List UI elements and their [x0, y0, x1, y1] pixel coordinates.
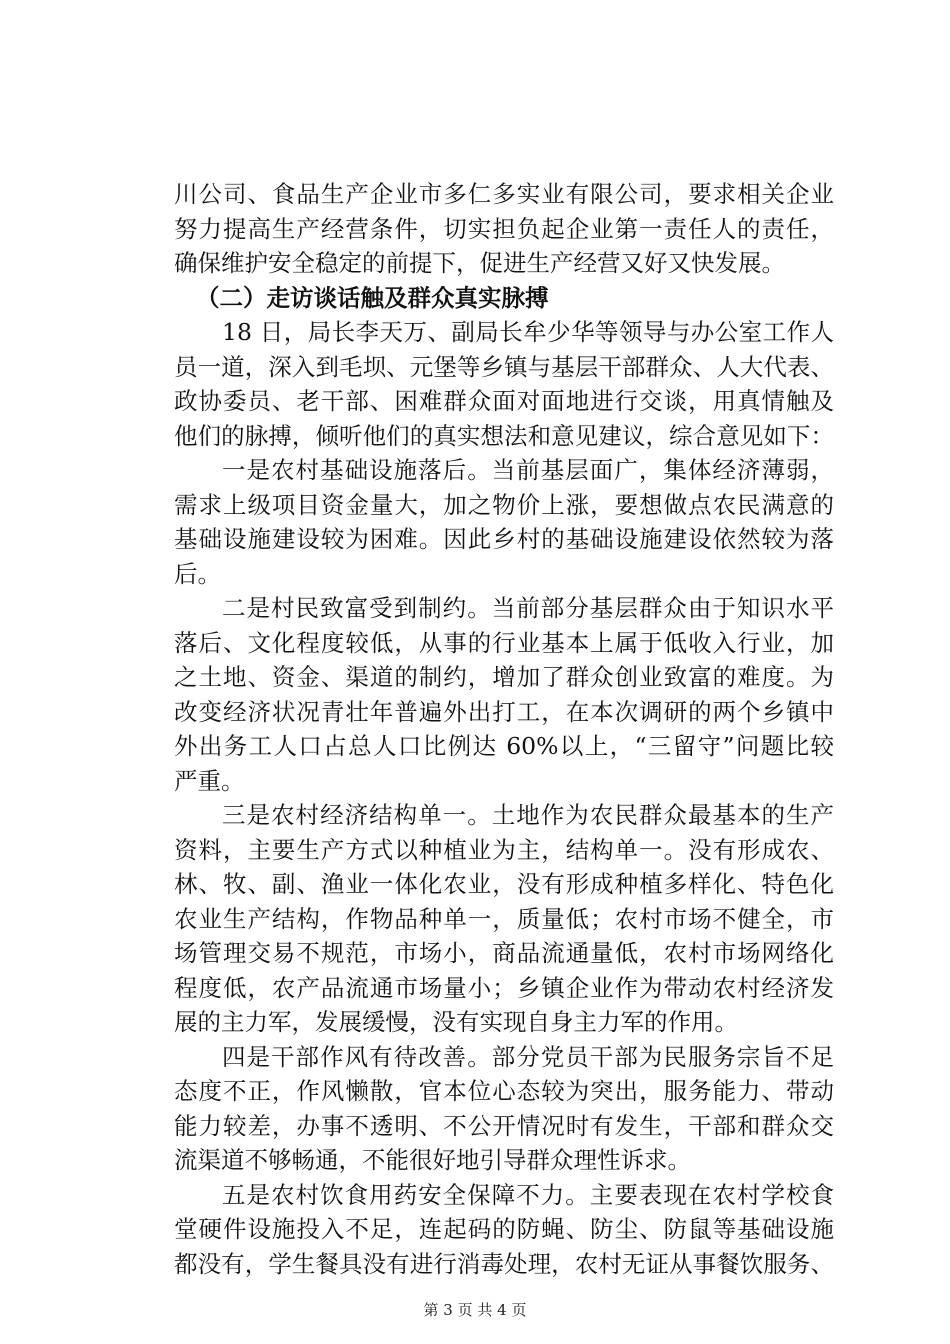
- text-line: 之土地、资金、渠道的制约，增加了群众创业致富的难度。为: [174, 663, 834, 691]
- text-line: 都没有，学生餐具没有进行消毒处理，农村无证从事餐饮服务、: [174, 1250, 834, 1278]
- text-line: 外出务工人口占总人口比例达 60%以上，“三留守”问题比较: [174, 732, 834, 760]
- text-line: 政协委员、老干部、困难群众面对面地进行交谈，用真情触及: [174, 387, 834, 415]
- page-total: 共 4 页: [477, 1301, 527, 1319]
- text-line: 改变经济状况青壮年普遍外出打工，在本次调研的两个乡镇中: [174, 698, 834, 726]
- text-line: 确保维护安全稳定的前提下，促进生产经营又好又快发展。: [174, 249, 785, 277]
- text-line: 流渠道不够畅通，不能很好地引导群众理性诉求。: [174, 1146, 691, 1174]
- text-line: 展的主力军，发展缓慢，没有实现自身主力军的作用。: [174, 1008, 738, 1036]
- text-line: 严重。: [174, 767, 245, 795]
- text-line: 农业生产结构，作物品种单一，质量低；农村市场不健全，市: [174, 905, 834, 933]
- text-line: 四是干部作风有待改善。部分党员干部为民服务宗旨不足: [222, 1043, 834, 1071]
- text-line: 资料，主要生产方式以种植业为主，结构单一。没有形成农、: [174, 836, 834, 864]
- text-line: 后。: [174, 560, 221, 588]
- text-line: 18 日，局长李天万、副局长牟少华等领导与办公室工作人: [222, 318, 834, 346]
- text-line: 落后、文化程度较低，从事的行业基本上属于低收入行业，加: [174, 629, 834, 657]
- text-line: 态度不正，作风懒散，官本位心态较为突出，服务能力、带动: [174, 1077, 834, 1105]
- text-line: 基础设施建设较为困难。因此乡村的基础设施建设依然较为落: [174, 525, 834, 553]
- text-line: 能力较差，办事不透明、不公开情况时有发生，干部和群众交: [174, 1112, 834, 1140]
- page-footer: [0, 1300, 950, 1320]
- text-line: 程度低，农产品流通市场量小；乡镇企业作为带动农村经济发: [174, 974, 834, 1002]
- text-line: 川公司、食品生产企业市多仁多实业有限公司，要求相关企业: [174, 180, 834, 208]
- text-line: 三是农村经济结构单一。土地作为农民群众最基本的生产: [222, 801, 834, 829]
- text-line: 五是农村饮食用药安全保障不力。主要表现在农村学校食: [222, 1181, 834, 1209]
- section-heading: （二）走访谈话触及群众真实脉搏: [196, 284, 549, 312]
- text-line: 场管理交易不规范，市场小，商品流通量低，农村市场网络化: [174, 939, 834, 967]
- text-line: 他们的脉搏，倾听他们的真实想法和意见建议，综合意见如下：: [174, 422, 834, 450]
- page-number: 第 3 页: [423, 1301, 473, 1319]
- text-line: 员一道，深入到毛坝、元堡等乡镇与基层干部群众、人大代表、: [174, 353, 834, 381]
- text-line: 努力提高生产经营条件，切实担负起企业第一责任人的责任，: [174, 215, 834, 243]
- text-line: 二是村民致富受到制约。当前部分基层群众由于知识水平: [222, 594, 834, 622]
- text-line: 林、牧、副、渔业一体化农业，没有形成种植多样化、特色化: [174, 870, 834, 898]
- text-line: 堂硬件设施投入不足，连起码的防蝇、防尘、防鼠等基础设施: [174, 1215, 834, 1243]
- text-line: 一是农村基础设施落后。当前基层面广，集体经济薄弱，: [222, 456, 834, 484]
- text-line: 需求上级项目资金量大，加之物价上涨，要想做点农民满意的: [174, 491, 834, 519]
